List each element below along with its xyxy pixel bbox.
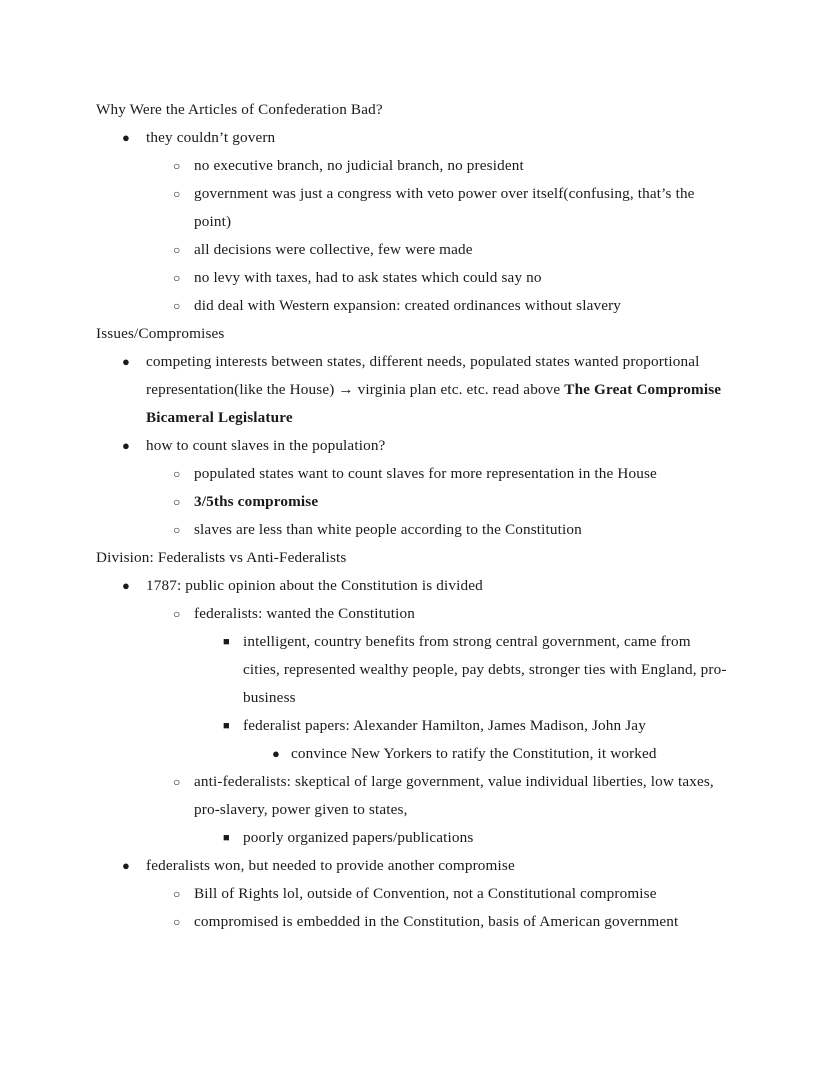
list-item-label: 3/5ths compromise (194, 493, 319, 510)
list-item-label: poorly organized papers/publications (243, 829, 474, 846)
list-item-label: federalists: wanted the Constitution (194, 605, 416, 622)
list-item (146, 152, 728, 180)
section-federalists-vs-anti-federalists (96, 544, 728, 936)
bullet-circle-icon: ○ (173, 271, 181, 285)
list-item (96, 432, 728, 544)
list-item-label: compromised is embedded in the Constitution, basis of American government (194, 913, 679, 930)
section-articles-of-confederation (96, 96, 728, 320)
section-heading: Issues/Compromises (96, 325, 225, 342)
list-item (96, 348, 728, 432)
bullet-list-level-1 (96, 348, 728, 544)
bullet-circle-icon: ○ (173, 467, 181, 481)
list-item-label: populated states want to count slaves for more representation in the House (194, 465, 657, 482)
list-item (146, 180, 728, 236)
list-item (96, 852, 728, 936)
bullet-disc-icon: ● (272, 746, 281, 761)
list-item-label: all decisions were collective, few were made (194, 241, 473, 258)
bullet-list-level-1 (96, 124, 728, 320)
list-item-label: anti-federalists: skeptical of large government, value individual liberties, low taxes, pro-slavery, power given to states, (194, 773, 714, 818)
bullet-list-level-2 (146, 600, 728, 852)
list-item-label (146, 348, 728, 432)
list-item-label: Bill of Rights lol, outside of Convention, not a Constitutional compromise (194, 885, 657, 902)
bullet-circle-icon: ○ (173, 495, 181, 509)
bullet-disc-icon: ● (122, 858, 131, 873)
bullet-list-level-2 (146, 152, 728, 320)
bullet-circle-icon: ○ (173, 159, 181, 173)
list-item (194, 824, 728, 852)
bullet-square-icon: ■ (223, 720, 230, 732)
list-item-label: how to count slaves in the population? (146, 437, 386, 454)
document-body (96, 96, 728, 936)
list-item (146, 600, 728, 768)
bullet-square-icon: ■ (223, 832, 230, 844)
list-item (146, 460, 728, 488)
list-item (146, 264, 728, 292)
bullet-circle-icon: ○ (173, 187, 181, 201)
bullet-list-level-3 (194, 628, 728, 768)
list-item-text-plain: competing interests between states, different needs, populated states wanted proportional representation(like the House) → virginia plan etc. etc. read above (146, 353, 700, 398)
list-item (146, 292, 728, 320)
bullet-circle-icon: ○ (173, 607, 181, 621)
bullet-circle-icon: ○ (173, 299, 181, 313)
list-item-label: government was just a congress with veto power over itself(confusing, that’s the point) (194, 185, 695, 230)
list-item-label: convince New Yorkers to ratify the Constitution, it worked (291, 745, 657, 762)
bullet-disc-icon: ● (122, 578, 131, 593)
section-issues-compromises (96, 320, 728, 544)
list-item-label: no levy with taxes, had to ask states which could say no (194, 269, 542, 286)
bullet-disc-icon: ● (122, 438, 131, 453)
list-item-label: did deal with Western expansion: created ordinances without slavery (194, 297, 622, 314)
bullet-circle-icon: ○ (173, 523, 181, 537)
bullet-square-icon: ■ (223, 636, 230, 648)
list-item (96, 572, 728, 852)
section-heading: Division: Federalists vs Anti-Federalists (96, 549, 347, 566)
list-item-label: slaves are less than white people according to the Constitution (194, 521, 582, 538)
bullet-disc-icon: ● (122, 130, 131, 145)
bullet-list-level-4 (243, 740, 728, 768)
bullet-circle-icon: ○ (173, 887, 181, 901)
list-item (146, 516, 728, 544)
list-item (96, 124, 728, 320)
bullet-circle-icon: ○ (173, 915, 181, 929)
list-item (146, 236, 728, 264)
list-item (146, 880, 728, 908)
list-item-label: no executive branch, no judicial branch, no president (194, 157, 524, 174)
bullet-circle-icon: ○ (173, 243, 181, 257)
list-item (146, 768, 728, 852)
list-item-label: intelligent, country benefits from strong central government, came from cities, represented wealthy people, pay debts, stronger ties with England, pro-business (243, 633, 727, 706)
bullet-circle-icon: ○ (173, 775, 181, 789)
list-item (146, 908, 728, 936)
list-item-text-bold: The Great Compromise Bicameral Legislature (146, 381, 722, 426)
bullet-list-level-3 (194, 824, 728, 852)
list-item-label: 1787: public opinion about the Constitution is divided (146, 577, 483, 594)
list-item (146, 488, 728, 516)
bullet-list-level-2 (146, 460, 728, 544)
list-item-label: federalist papers: Alexander Hamilton, James Madison, John Jay (243, 717, 646, 734)
list-item (194, 712, 728, 768)
list-item (194, 628, 728, 712)
bullet-disc-icon: ● (122, 354, 131, 369)
bullet-list-level-1 (96, 572, 728, 936)
section-heading: Why Were the Articles of Confederation Bad? (96, 101, 383, 118)
list-item-label: federalists won, but needed to provide another compromise (146, 857, 515, 874)
list-item-label: they couldn’t govern (146, 129, 276, 146)
bullet-list-level-2 (146, 880, 728, 936)
list-item (243, 740, 728, 768)
